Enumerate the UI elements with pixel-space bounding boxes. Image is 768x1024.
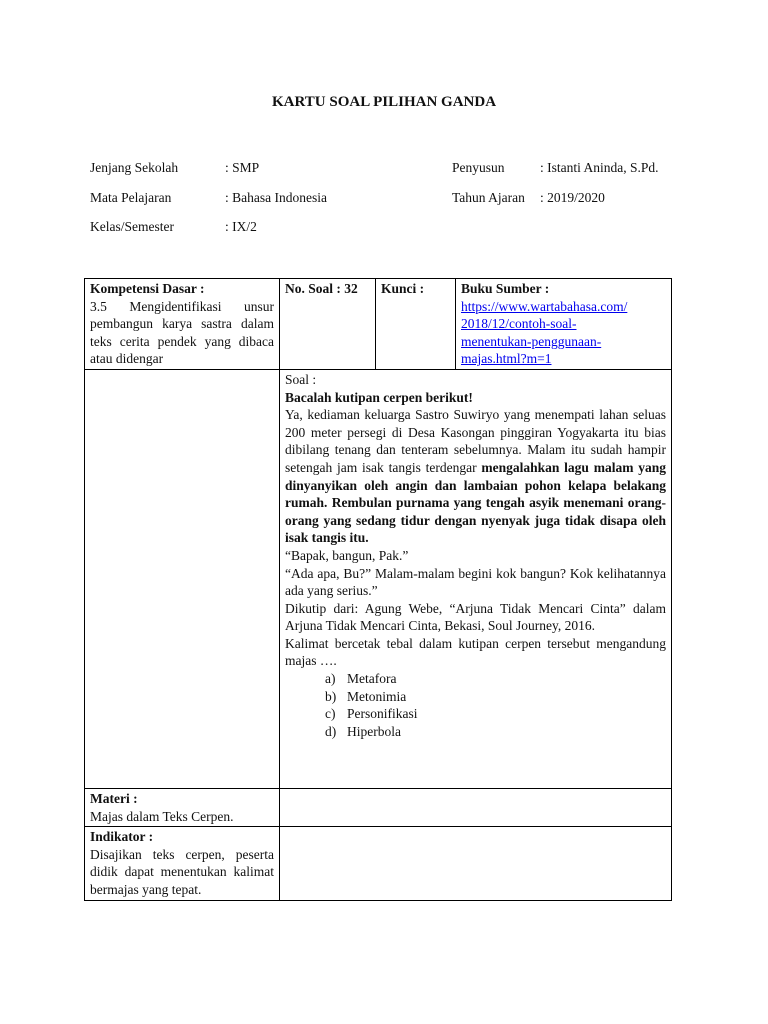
option-letter: b) [325, 688, 337, 704]
option-letter: c) [325, 706, 336, 722]
option-letter: a) [325, 671, 336, 687]
option-text: Metonimia [347, 688, 407, 704]
materi-cell [85, 788, 280, 826]
penyusun-value: : Istanti Aninda, S.Pd. [540, 160, 659, 175]
option-b[interactable] [325, 688, 666, 706]
soal-label: Soal : [285, 371, 317, 387]
kelas-label: Kelas/Semester [90, 219, 174, 234]
mapel-label: Mata Pelajaran [90, 190, 172, 205]
soal-empty-cell [85, 369, 280, 788]
option-text: Hiperbola [347, 723, 401, 739]
source-link-line-4[interactable]: majas.html?m=1 [461, 351, 552, 367]
no-soal-label: No. Soal : 32 [285, 281, 358, 296]
materi-empty-cell [280, 788, 672, 826]
info-penyusun [452, 160, 659, 176]
kd-header: Kompetensi Dasar : [90, 281, 205, 296]
option-d[interactable] [325, 723, 666, 741]
no-soal-cell [280, 279, 376, 370]
kelas-value: : IX/2 [225, 219, 257, 234]
soal-instruction: Bacalah kutipan cerpen berikut! [285, 389, 473, 405]
soal-cell [280, 369, 672, 788]
source-citation: Dikutip dari: Agung Webe, “Arjuna Tidak Mencari Cinta” dalam Arjuna Tidak Mencari Cinta, Bekasi, Soul Journey, 2016. [285, 600, 666, 634]
option-text: Personifikasi [347, 706, 418, 722]
materi-header: Materi : [90, 790, 138, 806]
indikator-cell [85, 827, 280, 900]
info-kelas [90, 219, 257, 235]
question-text: Kalimat bercetak tebal dalam kutipan cerpen tersebut mengandung majas …. [285, 635, 666, 669]
kunci-cell [376, 279, 456, 370]
option-text: Metafora [347, 671, 397, 687]
info-mapel [90, 190, 327, 206]
mapel-value: : Bahasa Indonesia [225, 190, 327, 205]
tahun-label: Tahun Ajaran [452, 190, 525, 205]
option-a[interactable] [325, 670, 666, 688]
indikator-header: Indikator : [90, 829, 154, 845]
penyusun-label: Penyusun [452, 160, 505, 175]
kunci-label: Kunci : [381, 281, 425, 296]
page-title: KARTU SOAL PILIHAN GANDA [271, 94, 497, 110]
indikator-empty-cell [280, 827, 672, 900]
materi-text: Majas dalam Teks Cerpen. [90, 808, 234, 824]
jenjang-label: Jenjang Sekolah [90, 160, 179, 175]
info-tahun [452, 190, 605, 206]
story-paragraph [285, 406, 666, 547]
source-link-line-1[interactable]: https://www.wartabahasa.com/ [461, 298, 628, 314]
story-text: Ya, kediaman keluarga Sastro Suwiryo yang menempati lahan seluas 200 meter persegi di Desa Kasongan pinggiran Yogyakarta itu bias dibilang tenang dan tenteram sebelumnya. Malam itu sudah hampir setengah jam isak tangis terdengar [285, 407, 666, 475]
kd-cell [85, 279, 280, 370]
kd-text: 3.5 Mengidentifikasi unsur pembangun karya sastra dalam teks cerita pendek yang dibaca atau didengar [90, 298, 274, 367]
buku-header: Buku Sumber : [461, 281, 550, 296]
source-link-line-2[interactable]: 2018/12/contoh-soal- [461, 316, 577, 332]
tahun-value: : 2019/2020 [540, 190, 605, 205]
question-card-table [84, 278, 672, 901]
answer-options [285, 670, 666, 740]
option-letter: d) [325, 723, 337, 739]
info-jenjang [90, 160, 259, 176]
dialog-line-1: “Bapak, bangun, Pak.” [285, 547, 409, 563]
story-bold-text: mengalahkan lagu malam yang dinyanyikan oleh angin dan lambaian pohon kelapa belakang rumah. Rembulan purnama yang tengah asyik menemani orang-orang yang sedang tidur dengan nyenyak juga tidak disapa oleh isak tangis itu. [285, 459, 667, 546]
source-link-line-3[interactable]: menentukan-penggunaan- [461, 333, 602, 349]
jenjang-value: : SMP [225, 160, 260, 175]
buku-cell [456, 279, 672, 370]
indikator-text: Disajikan teks cerpen, peserta didik dapat menentukan kalimat bermajas yang tepat. [90, 846, 274, 897]
option-c[interactable] [325, 705, 666, 723]
dialog-line-2: “Ada apa, Bu?” Malam-malam begini kok bangun? Kok kelihatannya ada yang serius.” [285, 565, 666, 599]
